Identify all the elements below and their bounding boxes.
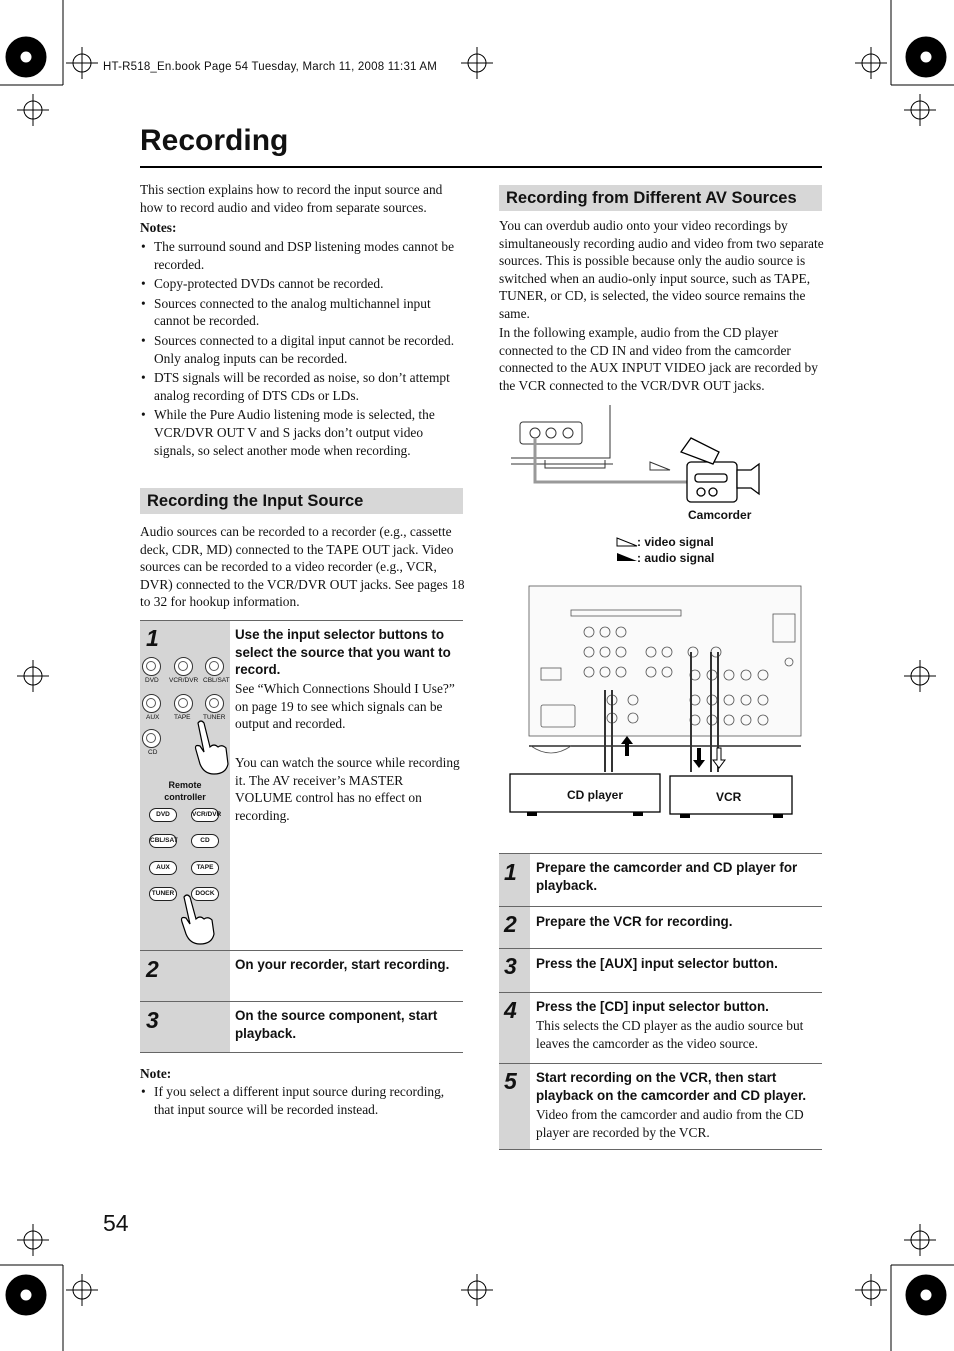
- title-rule: [140, 166, 822, 168]
- section-heading-input-source: Recording the Input Source: [140, 488, 463, 514]
- panel-button-label: CD: [148, 749, 158, 756]
- aux-input-panel: [511, 405, 613, 468]
- step-number: 1: [146, 625, 159, 651]
- step-number: 2: [146, 956, 159, 982]
- step-row: [499, 1064, 822, 1150]
- step-number: 1: [504, 859, 517, 885]
- remote-controller-label: Remote controller: [164, 780, 206, 802]
- pointing-hand-icon: [192, 719, 232, 775]
- vcr-dvr-remote-button: VCR/DVR: [191, 808, 219, 822]
- notes-list: [140, 238, 465, 461]
- vcr-dvr-panel-button: [174, 657, 193, 676]
- note-item: • Copy-protected DVDs cannot be recorded.: [140, 275, 465, 293]
- panel-button-label: AUX: [146, 714, 160, 721]
- av-sources-paragraph: In the following example, audio from the CD player connected to the CD IN and video from the camcorder connected to the AUX INPUT VIDEO jack are recorded by the VCR connected to the VCR/DVR OUT jacks.: [499, 325, 818, 393]
- input-source-steps: [140, 620, 463, 1053]
- note-list: [140, 1083, 465, 1120]
- intro-paragraph: This section explains how to record the input source and how to record audio and video from separate sources.: [140, 182, 443, 215]
- step-number: 3: [504, 953, 517, 979]
- step-text: Video from the camcorder and audio from the CD player are recorded by the VCR.: [536, 1107, 804, 1140]
- step-title: Prepare the camcorder and CD player for playback.: [536, 860, 798, 893]
- panel-button-label: TAPE: [174, 714, 191, 721]
- step-text: This selects the CD player as the audio source but leaves the camcorder as the video source.: [536, 1018, 804, 1051]
- av-sources-steps: [499, 853, 822, 1150]
- step-number: 3: [146, 1007, 159, 1033]
- step-row: [140, 1002, 463, 1053]
- step-title: On the source component, start playback.: [235, 1008, 438, 1041]
- note-item: • DTS signals will be recorded as noise, so don’t attempt analog recording of DTS CDs or LDs.: [140, 369, 465, 404]
- receiver-rear-panel: [529, 586, 801, 753]
- legend-video-signal: : video signal: [637, 535, 714, 549]
- panel-button-label: CBL/SAT: [203, 677, 230, 684]
- pointing-hand-icon: [178, 893, 218, 945]
- vcr-label: VCR: [716, 790, 742, 804]
- step-row: [499, 854, 822, 907]
- notes-heading: Notes:: [140, 220, 177, 235]
- dock-remote-button: DOCK: [191, 887, 219, 901]
- panel-button-label: DVD: [145, 677, 159, 684]
- step-text: See “Which Connections Should I Use?” on page 19 to see which signals can be output and recorded.: [235, 681, 455, 732]
- step-title: On your recorder, start recording.: [235, 957, 450, 972]
- step-title: Use the input selector buttons to select the source that you want to record.: [235, 627, 451, 678]
- step-number: 5: [504, 1068, 517, 1094]
- note-item: • While the Pure Audio listening mode is selected, the VCR/DVR OUT V and S jacks don’t output video signals, so select another mode when recording.: [140, 406, 465, 459]
- step-number: 4: [504, 997, 517, 1023]
- step-row: [140, 951, 463, 1002]
- note-item: • The surround sound and DSP listening modes cannot be recorded.: [140, 238, 465, 273]
- cbl-sat-panel-button: [205, 657, 224, 676]
- cd-player-label: CD player: [567, 788, 624, 802]
- page-title: Recording: [140, 124, 289, 157]
- aux-panel-button: [142, 694, 161, 713]
- step-row: [499, 993, 822, 1064]
- camcorder-icon: [681, 438, 759, 502]
- step-title: Start recording on the VCR, then start playback on the camcorder and CD player.: [536, 1070, 807, 1103]
- camcorder-label: Camcorder: [688, 508, 752, 522]
- tape-remote-button: TAPE: [191, 861, 219, 875]
- av-sources-paragraph: You can overdub audio onto your video recordings by simultaneously recording audio and video from two separate sources. This is possible because only the audio source is switched when an audio-only input source, such as TAPE, TUNER, or CD, is selected, the video source remains the same.: [499, 218, 824, 321]
- step-title: Press the [CD] input selector button.: [536, 999, 769, 1014]
- file-header: HT-R518_En.book Page 54 Tuesday, March 11, 2008 11:31 AM: [103, 61, 438, 73]
- cd-panel-button: [142, 729, 161, 748]
- page-number: 54: [103, 1210, 129, 1236]
- note-item: • Sources connected to the analog multichannel input cannot be recorded.: [140, 295, 465, 330]
- tape-panel-button: [174, 694, 193, 713]
- tuner-panel-button: [205, 694, 224, 713]
- input-source-paragraph: Audio sources can be recorded to a recorder (e.g., cassette deck, CDR, MD) connected to the TAPE OUT jack. Video sources can be recorded to a video recorder (e.g., VCR, DVR) connected to the VCR/DVR OUT jacks. See pages 18 to 32 for hookup information.: [140, 524, 465, 610]
- cd-remote-button: CD: [191, 834, 219, 848]
- legend-audio-signal: : audio signal: [637, 551, 715, 565]
- cbl-sat-remote-button: CBL/SAT: [149, 834, 177, 848]
- note-item: • Sources connected to a digital input cannot be recorded. Only analog inputs can be recorded.: [140, 332, 465, 367]
- step-title: Press the [AUX] input selector button.: [536, 956, 778, 971]
- dvd-panel-button: [142, 657, 161, 676]
- step-text: You can watch the source while recording it. The AV receiver’s MASTER VOLUME control has no effect on recording.: [235, 755, 460, 823]
- step-number: 2: [504, 911, 517, 937]
- tuner-remote-button: TUNER: [149, 887, 177, 901]
- dvd-remote-button: DVD: [149, 808, 177, 822]
- aux-remote-button: AUX: [149, 861, 177, 875]
- step-title: Prepare the VCR for recording.: [536, 914, 733, 929]
- note-item: • If you select a different input source during recording, that input source will be recorded instead.: [140, 1083, 465, 1118]
- note-heading: Note:: [140, 1066, 172, 1081]
- connection-diagram: [505, 400, 815, 820]
- panel-button-label: TUNER: [203, 714, 226, 721]
- step-row: [140, 621, 463, 951]
- panel-button-label: VCR/DVR: [169, 677, 199, 684]
- step-row: [499, 949, 822, 993]
- step-row: [499, 907, 822, 949]
- section-heading-av-sources: Recording from Different AV Sources: [499, 185, 822, 211]
